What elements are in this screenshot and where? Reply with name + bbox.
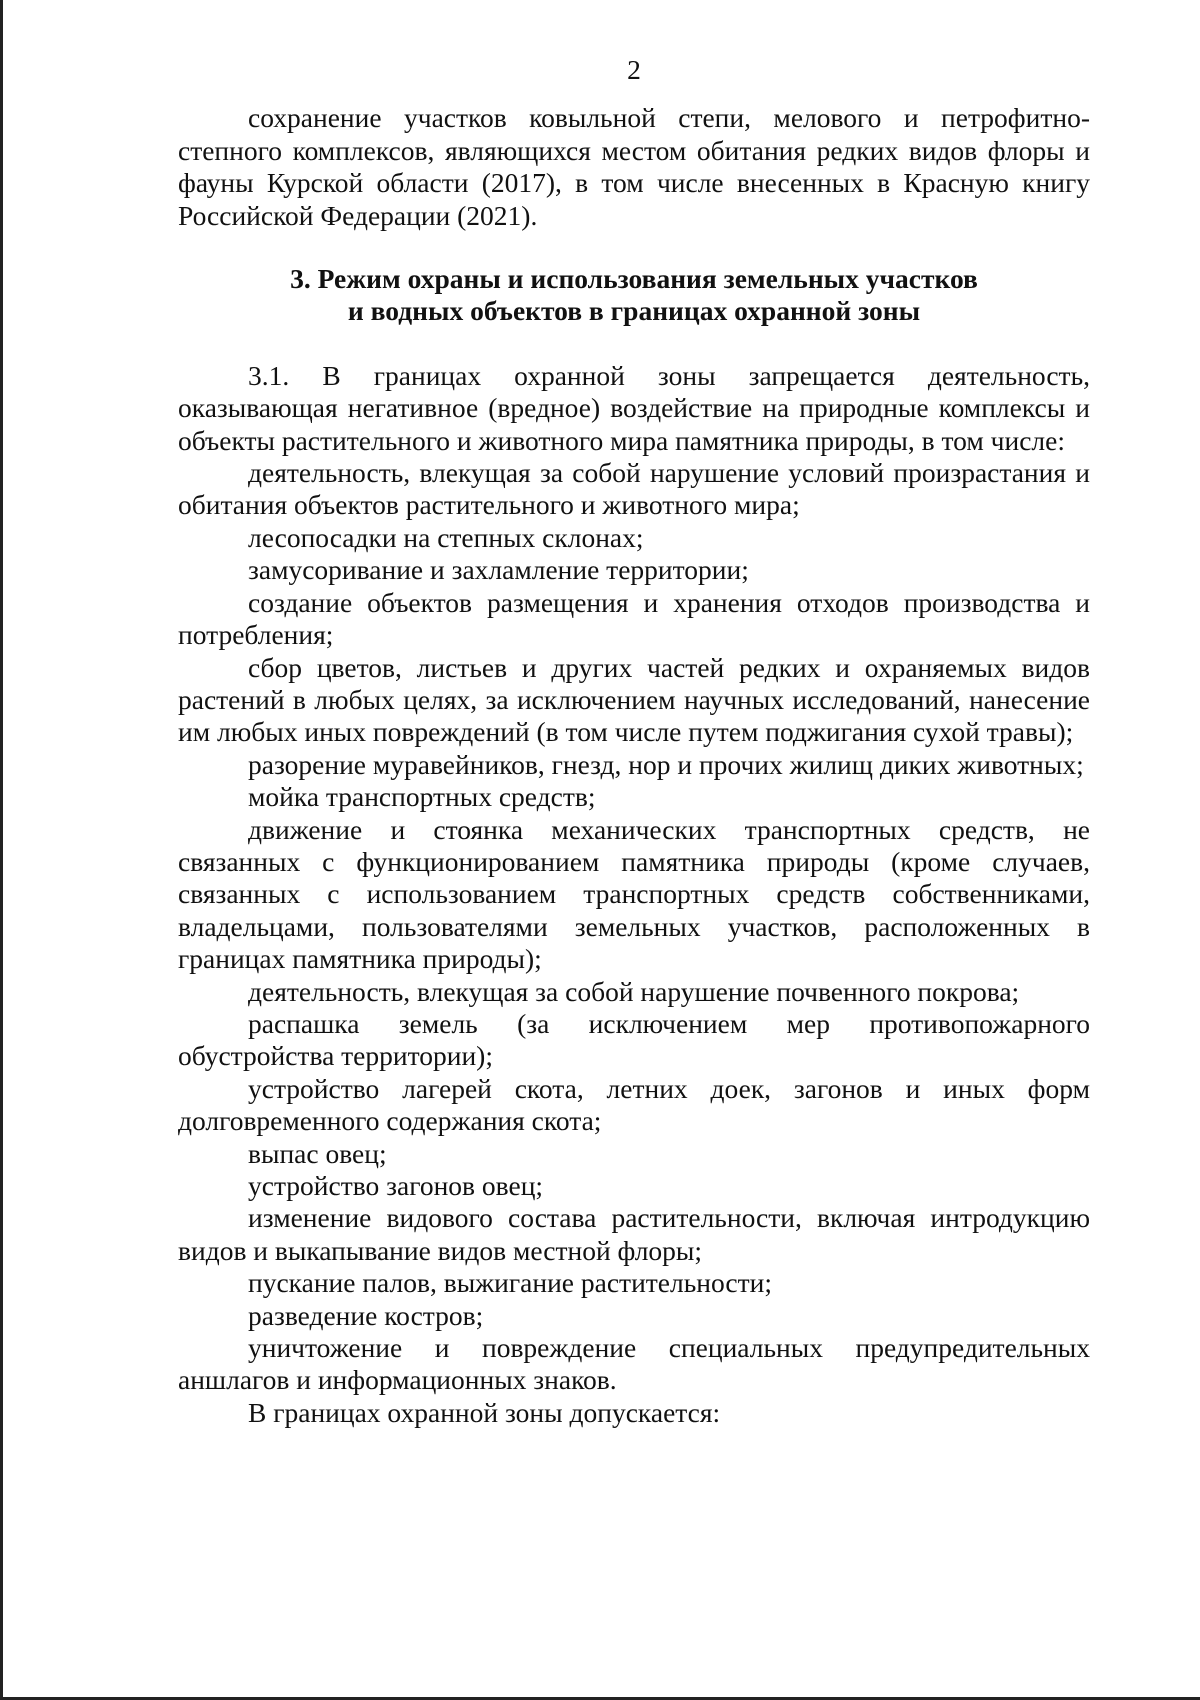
prohibited-item: распашка земель (за исключением мер противопожарного обустройства территории); — [178, 1007, 1090, 1072]
section-title — [178, 263, 1090, 328]
prohibited-item: мойка транспортных средств; — [248, 781, 596, 813]
prohibited-item: деятельность, влекущая за собой нарушение условий произрастания и обитания объектов растительного и животного мира; — [178, 457, 1090, 521]
section-title-line-2: и водных объектов в границах охранной зоны — [347, 295, 921, 327]
prohibited-item: разорение муравейников, гнезд, нор и прочих жилищ диких животных; — [248, 748, 1084, 780]
page-number: 2 — [627, 54, 641, 85]
intro-paragraph: сохранение участков ковыльной степи, мелового и петрофитно-степного комплексов, являющихся местом обитания редких видов флоры и фауны Курской области (2017), в том числе внесенных в Красную книгу Российской Федерации (2021). — [178, 102, 1090, 231]
prohibited-item: разведение костров; — [248, 1299, 484, 1331]
prohibited-item: пускание палов, выжигание растительности; — [248, 1267, 773, 1299]
prohibited-item: замусоривание и захламление территории; — [248, 554, 749, 586]
prohibited-item: устройство лагерей скота, летних доек, загонов и иных форм долговременного содержания скота; — [178, 1072, 1090, 1137]
prohibited-item: уничтожение и повреждение специальных предупредительных аншлагов и информационных знаков. — [178, 1332, 1090, 1396]
prohibited-item: устройство загонов овец; — [248, 1170, 544, 1201]
prohibited-item: изменение видового состава растительности, включая интродукцию видов и выкапывание видов местной флоры; — [178, 1202, 1090, 1266]
section-title-line-1: 3. Режим охраны и использования земельных участков — [290, 263, 978, 295]
prohibited-item: лесопосадки на степных склонах; — [248, 521, 644, 553]
prohibited-item: деятельность, влекущая за собой нарушение почвенного покрова; — [248, 975, 1020, 1007]
prohibited-item: движение и стоянка механических транспортных средств, не связанных с функционированием памятника природы (кроме случаев, связанных с использованием транспортных средств собственниками, владельцами, пользователями земельных участков, расположенных в границах памятника природы); — [178, 813, 1090, 975]
document-body — [178, 54, 1090, 1429]
prohibited-item: сбор цветов, листьев и других частей редких и охраняемых видов растений в любых целях, за исключением научных исследований, нанесение им любых иных повреждений (в том числе путем поджигания сухой травы); — [178, 651, 1090, 748]
clause-3-1: 3.1. В границах охранной зоны запрещается деятельность, оказывающая негативное (вредное) воздействие на природные комплексы и объекты растительного и животного мира памятника природы, в том числе: — [178, 359, 1090, 456]
scan-edge-left — [0, 0, 3, 1700]
prohibited-item: создание объектов размещения и хранения отходов производства и потребления; — [178, 586, 1090, 651]
prohibited-item: выпас овец; — [248, 1137, 387, 1169]
allowed-intro: В границах охранной зоны допускается: — [248, 1396, 721, 1428]
